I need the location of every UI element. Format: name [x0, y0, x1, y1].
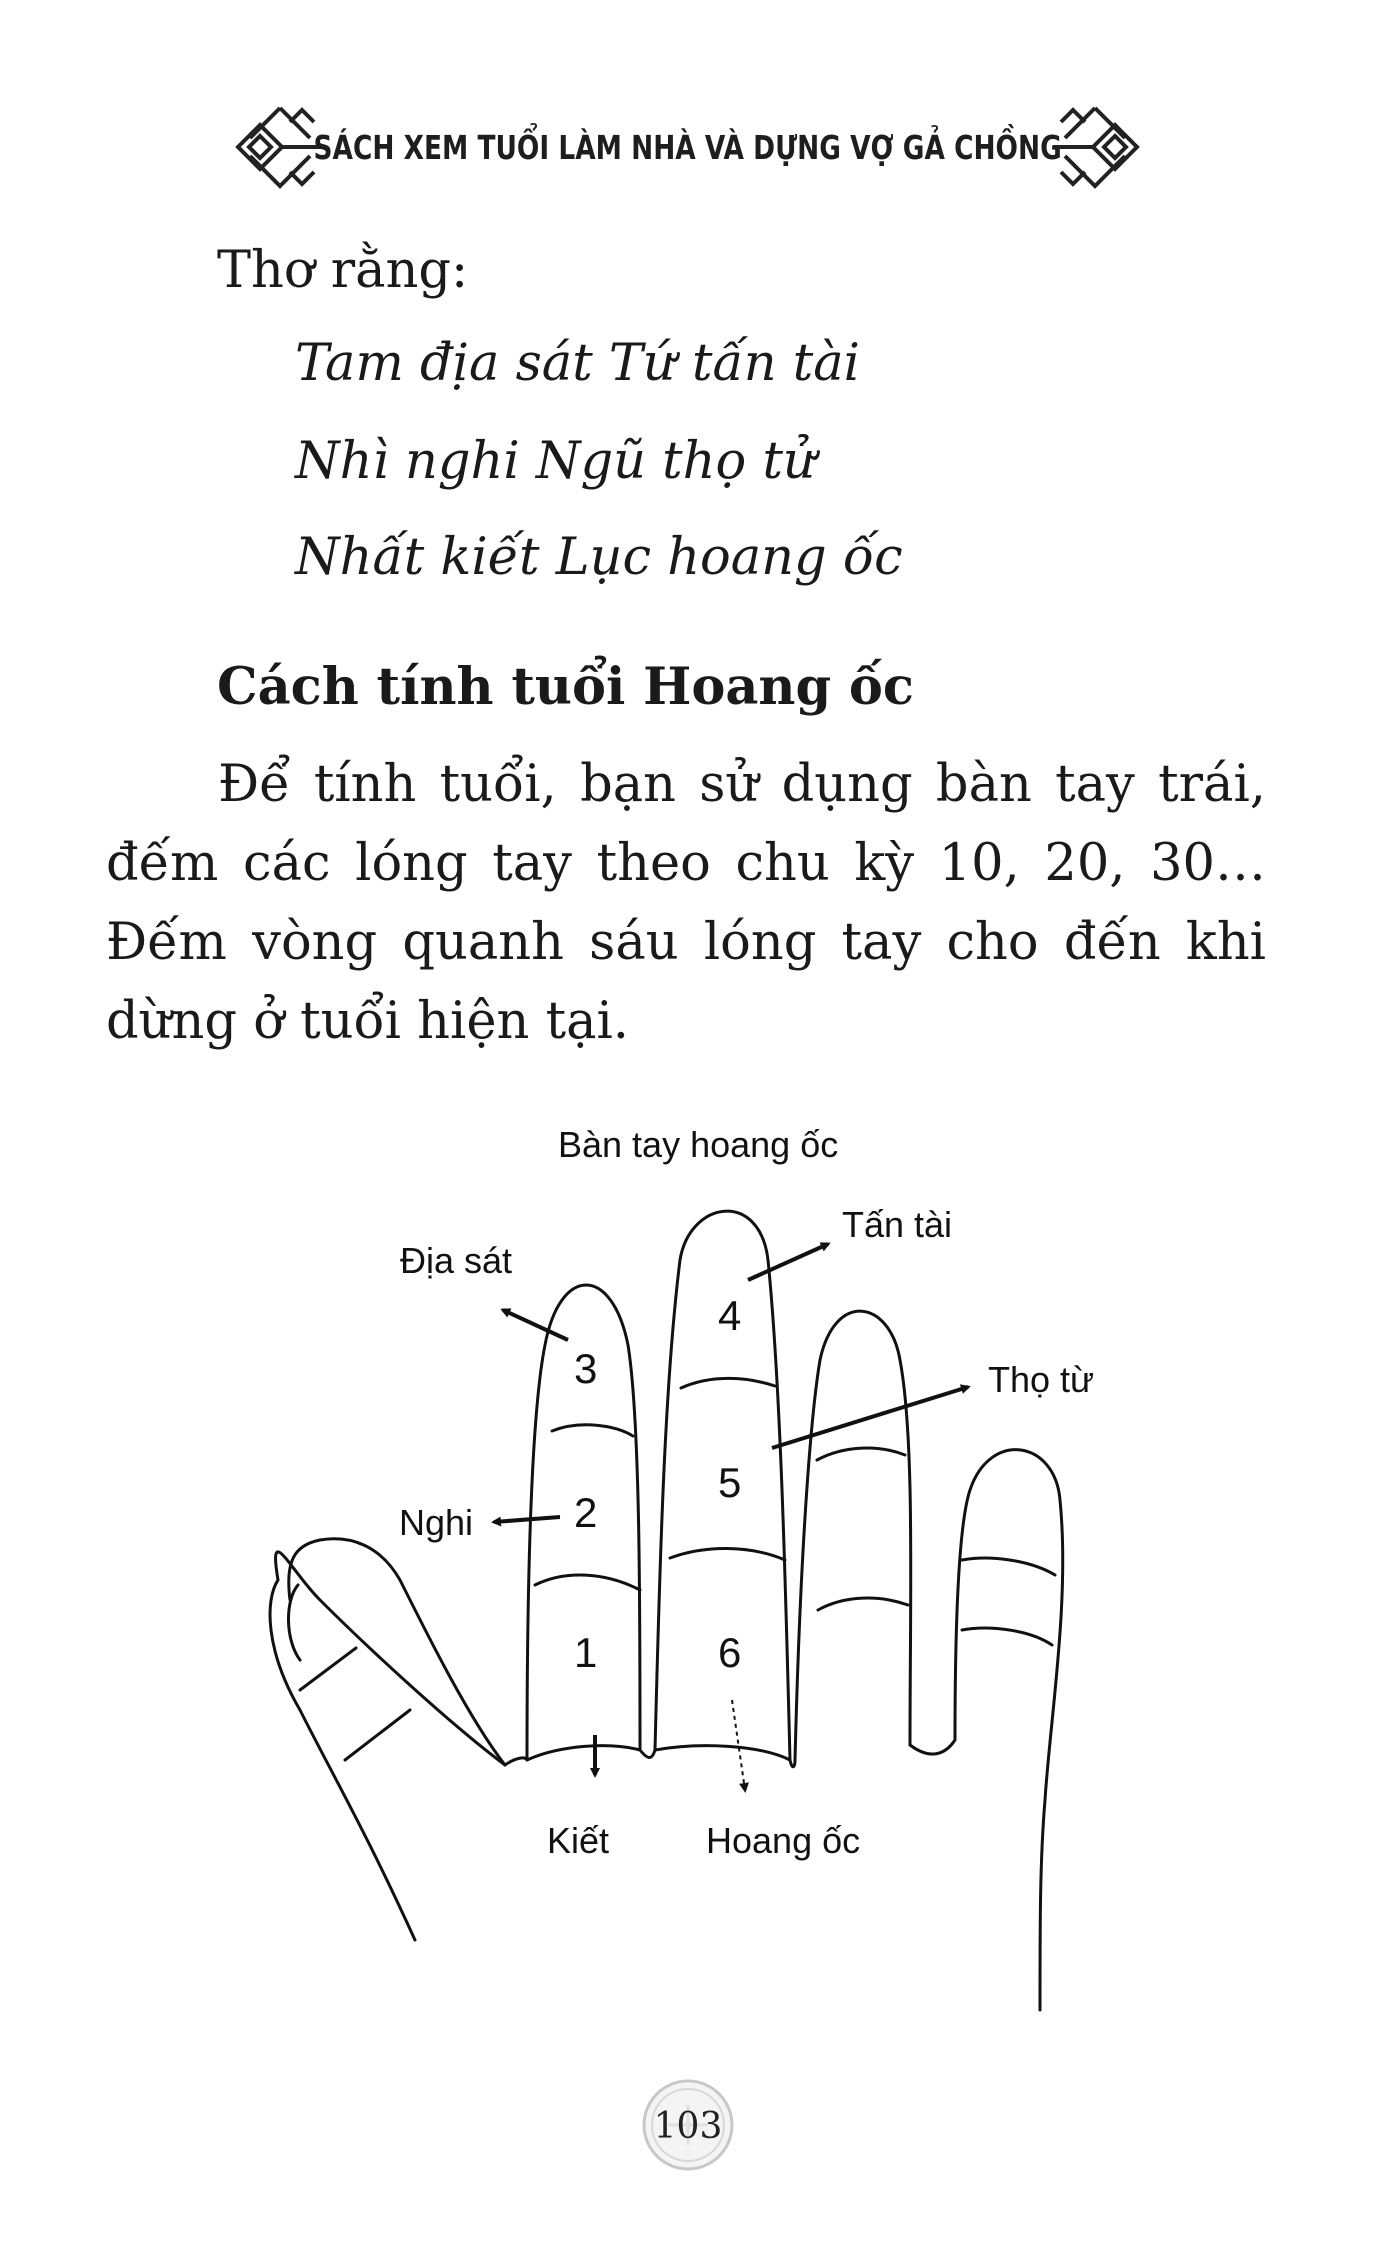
arrow-hoang-oc — [732, 1700, 745, 1790]
page-number: 103 — [653, 2106, 723, 2147]
joint-line — [962, 1628, 1052, 1645]
joint-number-2: 2 — [574, 1489, 598, 1536]
label-dia-sat: Địa sát — [400, 1240, 513, 1281]
joint-line — [535, 1575, 640, 1590]
thumb-outline — [289, 1539, 505, 1765]
poem-line-2: Nhì nghi Ngũ thọ tử — [295, 432, 816, 491]
joint-line — [962, 1558, 1055, 1575]
joint-number-5: 5 — [718, 1459, 742, 1506]
joint-line — [818, 1598, 908, 1610]
running-header-title: SÁCH XEM TUỔI LÀM NHÀ VÀ DỰNG VỢ GẢ CHỒNG — [313, 128, 1062, 167]
ring-finger-outline — [795, 1311, 911, 1760]
palm-line — [505, 1746, 795, 1767]
joint-line — [670, 1548, 785, 1560]
arrow-tan-tai — [748, 1244, 828, 1280]
page-number-badge — [638, 2075, 738, 2175]
poem-line-1: Tam địa sát Tứ tấn tài — [295, 334, 860, 393]
joint-line — [681, 1378, 775, 1388]
section-heading: Cách tính tuổi Hoang ốc — [217, 657, 914, 717]
arrow-tho-tu — [772, 1387, 968, 1448]
joint-line — [817, 1448, 905, 1460]
arrow-nghi — [494, 1517, 560, 1522]
arrow-dia-sat — [503, 1310, 568, 1340]
joint-number-1: 1 — [574, 1629, 598, 1676]
running-header — [230, 100, 1145, 195]
thumb-joint — [300, 1648, 356, 1690]
poem-line-3: Nhất kiết Lục hoang ốc — [295, 528, 903, 587]
joint-number-4: 4 — [718, 1292, 742, 1339]
joint-number-6: 6 — [718, 1629, 742, 1676]
label-nghi: Nghi — [399, 1502, 474, 1543]
label-hoang-oc: Hoang ốc — [706, 1820, 861, 1861]
hand-diagram — [0, 1100, 1375, 2040]
body-paragraph: Để tính tuổi, bạn sử dụng bàn tay trái, đếm các lóng tay theo chu kỳ 10, 20, 30… Đếm vòng quanh sáu lóng tay cho đến khi dừng ở tuổi hiện tại. — [106, 755, 1266, 1051]
ornament-knot-icon — [1045, 100, 1145, 195]
hand-diagram-svg — [0, 1100, 1375, 2040]
figure-title: Bàn tay hoang ốc — [558, 1124, 839, 1165]
label-tho-tu: Thọ từ — [988, 1359, 1095, 1400]
joint-line — [552, 1425, 633, 1436]
little-finger-outline — [910, 1450, 1063, 2010]
poem-intro: Thơ rằng: — [217, 241, 469, 300]
thumb-outline — [270, 1552, 505, 1940]
thumb-nail — [288, 1585, 300, 1660]
label-tan-tai: Tấn tài — [842, 1204, 953, 1245]
joint-number-3: 3 — [574, 1345, 598, 1392]
label-kiet: Kiết — [547, 1820, 610, 1861]
thumb-joint — [345, 1710, 410, 1760]
